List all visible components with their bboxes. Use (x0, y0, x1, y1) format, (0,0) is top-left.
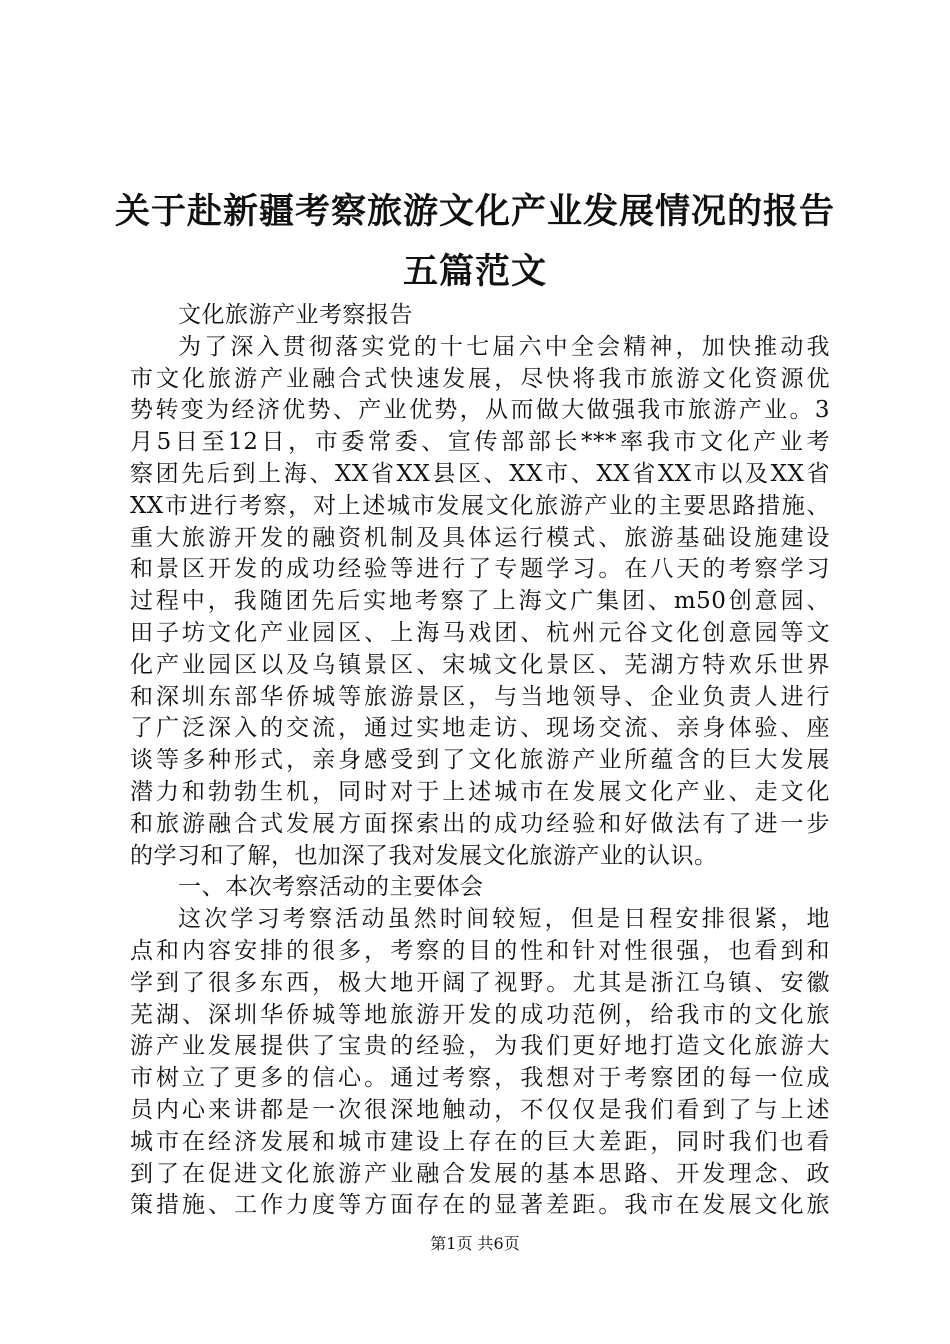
text-line: 化产业园区以及乌镇景区、宋城文化景区、芜湖方特欢乐世界 (130, 651, 830, 678)
text-line: 学到了很多东西，极大地开阔了视野。尤其是浙江乌镇、安徽 (130, 969, 830, 996)
text-line: 了广泛深入的交流，通过实地走访、现场交流、亲身体验、座 (130, 715, 830, 742)
text-line: 田子坊文化产业园区、上海马戏团、杭州元谷文化创意园等文 (130, 619, 830, 646)
text-line: 员内心来讲都是一次很深地触动，不仅仅是我们看到了与上述 (130, 1096, 830, 1123)
document-body (130, 300, 830, 1222)
document-title-line-1: 关于赴新疆考察旅游文化产业发展情况的报告 (114, 191, 835, 232)
text-line: XX市进行考察，对上述城市发展文化旅游产业的主要思路措施、 (130, 492, 830, 519)
text-line: 月5日至12日，市委常委、宣传部部长***率我市文化产业考 (130, 429, 830, 456)
text-line: 这次学习考察活动虽然时间较短，但是日程安排很紧，地 (178, 906, 830, 933)
text-line: 点和内容安排的很多，考察的目的性和针对性很强，也看到和 (130, 937, 830, 964)
text-line: 过程中，我随团先后实地考察了上海文广集团、m50创意园、 (130, 588, 830, 615)
text-line: 的学习和了解，也加深了我对发展文化旅游产业的认识。 (130, 842, 718, 869)
text-line: 和深圳东部华侨城等旅游景区，与当地领导、企业负责人进行 (130, 683, 830, 710)
text-line: 市树立了更多的信心。通过考察，我想对于考察团的每一位成 (130, 1065, 830, 1092)
text-line: 城市在经济发展和城市建设上存在的巨大差距，同时我们也看 (130, 1128, 830, 1155)
document-title-line-2: 五篇范文 (402, 251, 547, 292)
text-line: 游产业发展提供了宝贵的经验，为我们更好地打造文化旅游大 (130, 1033, 830, 1060)
text-line: 文化旅游产业考察报告 (178, 302, 413, 328)
text-line: 芜湖、深圳华侨城等地旅游开发的成功范例，给我市的文化旅 (130, 1001, 830, 1028)
text-line: 和旅游融合式发展方面探索出的成功经验和好做法有了进一步 (130, 810, 830, 837)
page-footer: 第1页 共6页 (430, 1234, 520, 1253)
text-line: 察团先后到上海、XX省XX县区、XX市、XX省XX市以及XX省 (130, 460, 830, 487)
text-line: 市文化旅游产业融合式快速发展，尽快将我市旅游文化资源优 (130, 365, 830, 392)
text-line: 策措施、工作力度等方面存在的显著差距。我市在发展文化旅 (130, 1192, 830, 1219)
text-line: 势转变为经济优势、产业优势，从而做大做强我市旅游产业。3 (130, 397, 830, 424)
text-line: 重大旅游开发的融资机制及具体运行模式、旅游基础设施建设 (130, 524, 830, 551)
text-line: 到了在促进文化旅游产业融合发展的基本思路、开发理念、政 (130, 1160, 830, 1187)
text-line: 为了深入贯彻落实党的十七届六中全会精神，加快推动我 (178, 333, 830, 360)
text-line: 谈等多种形式，亲身感受到了文化旅游产业所蕴含的巨大发展 (130, 747, 830, 774)
text-line: 和景区开发的成功经验等进行了专题学习。在八天的考察学习 (130, 556, 830, 583)
text-line: 一、本次考察活动的主要体会 (178, 874, 484, 901)
text-line: 潜力和勃勃生机，同时对于上述城市在发展文化产业、走文化 (130, 778, 830, 805)
